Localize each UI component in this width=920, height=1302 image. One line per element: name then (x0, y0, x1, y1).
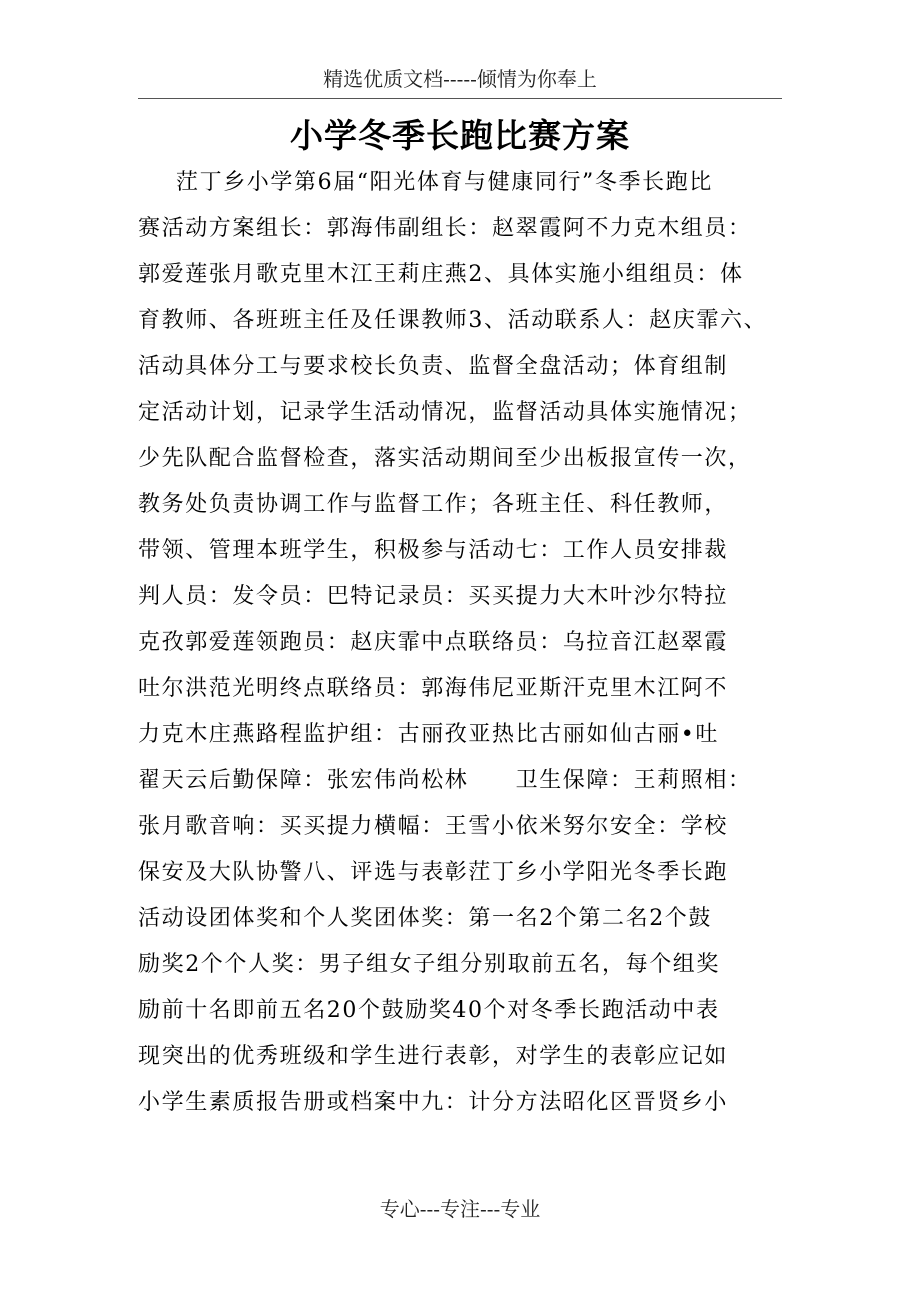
page-footer (0, 1192, 920, 1226)
body-line: 活动具体分工与要求校长负责、监督全盘活动；体育组制 (138, 354, 729, 379)
body-line: 励奖2个个人奖：男子组女子组分别取前五名，每个组奖 (138, 952, 720, 977)
document-title: 小学冬季长跑比赛方案 (290, 116, 630, 155)
body-line: 力克木庄燕路程监护组：古丽孜亚热比古丽如仙古丽•吐 (138, 722, 719, 747)
body-line: 现突出的优秀班级和学生进行表彰，对学生的表彰应记如 (138, 1044, 729, 1069)
body-line: 吐尔洪范光明终点联络员：郭海伟尼亚斯汗克里木江阿不 (138, 676, 729, 701)
body-line: 郭爱莲张月歌克里木江王莉庄燕2、具体实施小组组员：体 (138, 262, 744, 287)
body-line: 张月歌音响：买买提力横幅：王雪小依米努尔安全：学校 (138, 814, 729, 839)
header-text: 精选优质文档-----倾情为你奉上 (323, 67, 597, 91)
body-line: 茳丁乡小学第6届“阳光体育与健康同行”冬季长跑比 (176, 170, 713, 195)
body-line: 翟天云后勤保障：张宏伟尚松林 卫生保障：王莉照相： (138, 768, 752, 793)
body-line: 活动设团体奖和个人奖团体奖：第一名2个第二名2个鼓 (138, 906, 712, 931)
body-line: 定活动计划，记录学生活动情况，监督活动具体实施情况； (138, 400, 752, 425)
body-line: 赛活动方案组长：郭海伟副组长：赵翠霞阿不力克木组员： (138, 216, 752, 241)
body-line: 育教师、各班班主任及任课教师3、活动联系人：赵庆霏六、 (138, 308, 768, 333)
body-line: 励前十名即前五名20个鼓励奖40个对冬季长跑活动中表 (138, 998, 720, 1023)
body-line: 少先队配合监督检查，落实活动期间至少出板报宣传一次， (138, 446, 752, 471)
body-line: 克孜郭爱莲领跑员：赵庆霏中点联络员：乌拉音江赵翠霞 (138, 630, 729, 655)
body-line: 教务处负责协调工作与监督工作；各班主任、科任教师， (138, 492, 729, 517)
body-line: 保安及大队协警八、评选与表彰茳丁乡小学阳光冬季长跑 (138, 860, 729, 885)
body-line: 判人员：发令员：巴特记录员：买买提力大木叶沙尔特拉 (138, 584, 729, 609)
body-line: 带领、管理本班学生，积极参与活动七：工作人员安排裁 (138, 538, 729, 563)
body-line: 小学生素质报告册或档案中九：计分方法昭化区晋贤乡小 (138, 1090, 729, 1115)
footer-text: 专心---专注---专业 (379, 1197, 541, 1221)
